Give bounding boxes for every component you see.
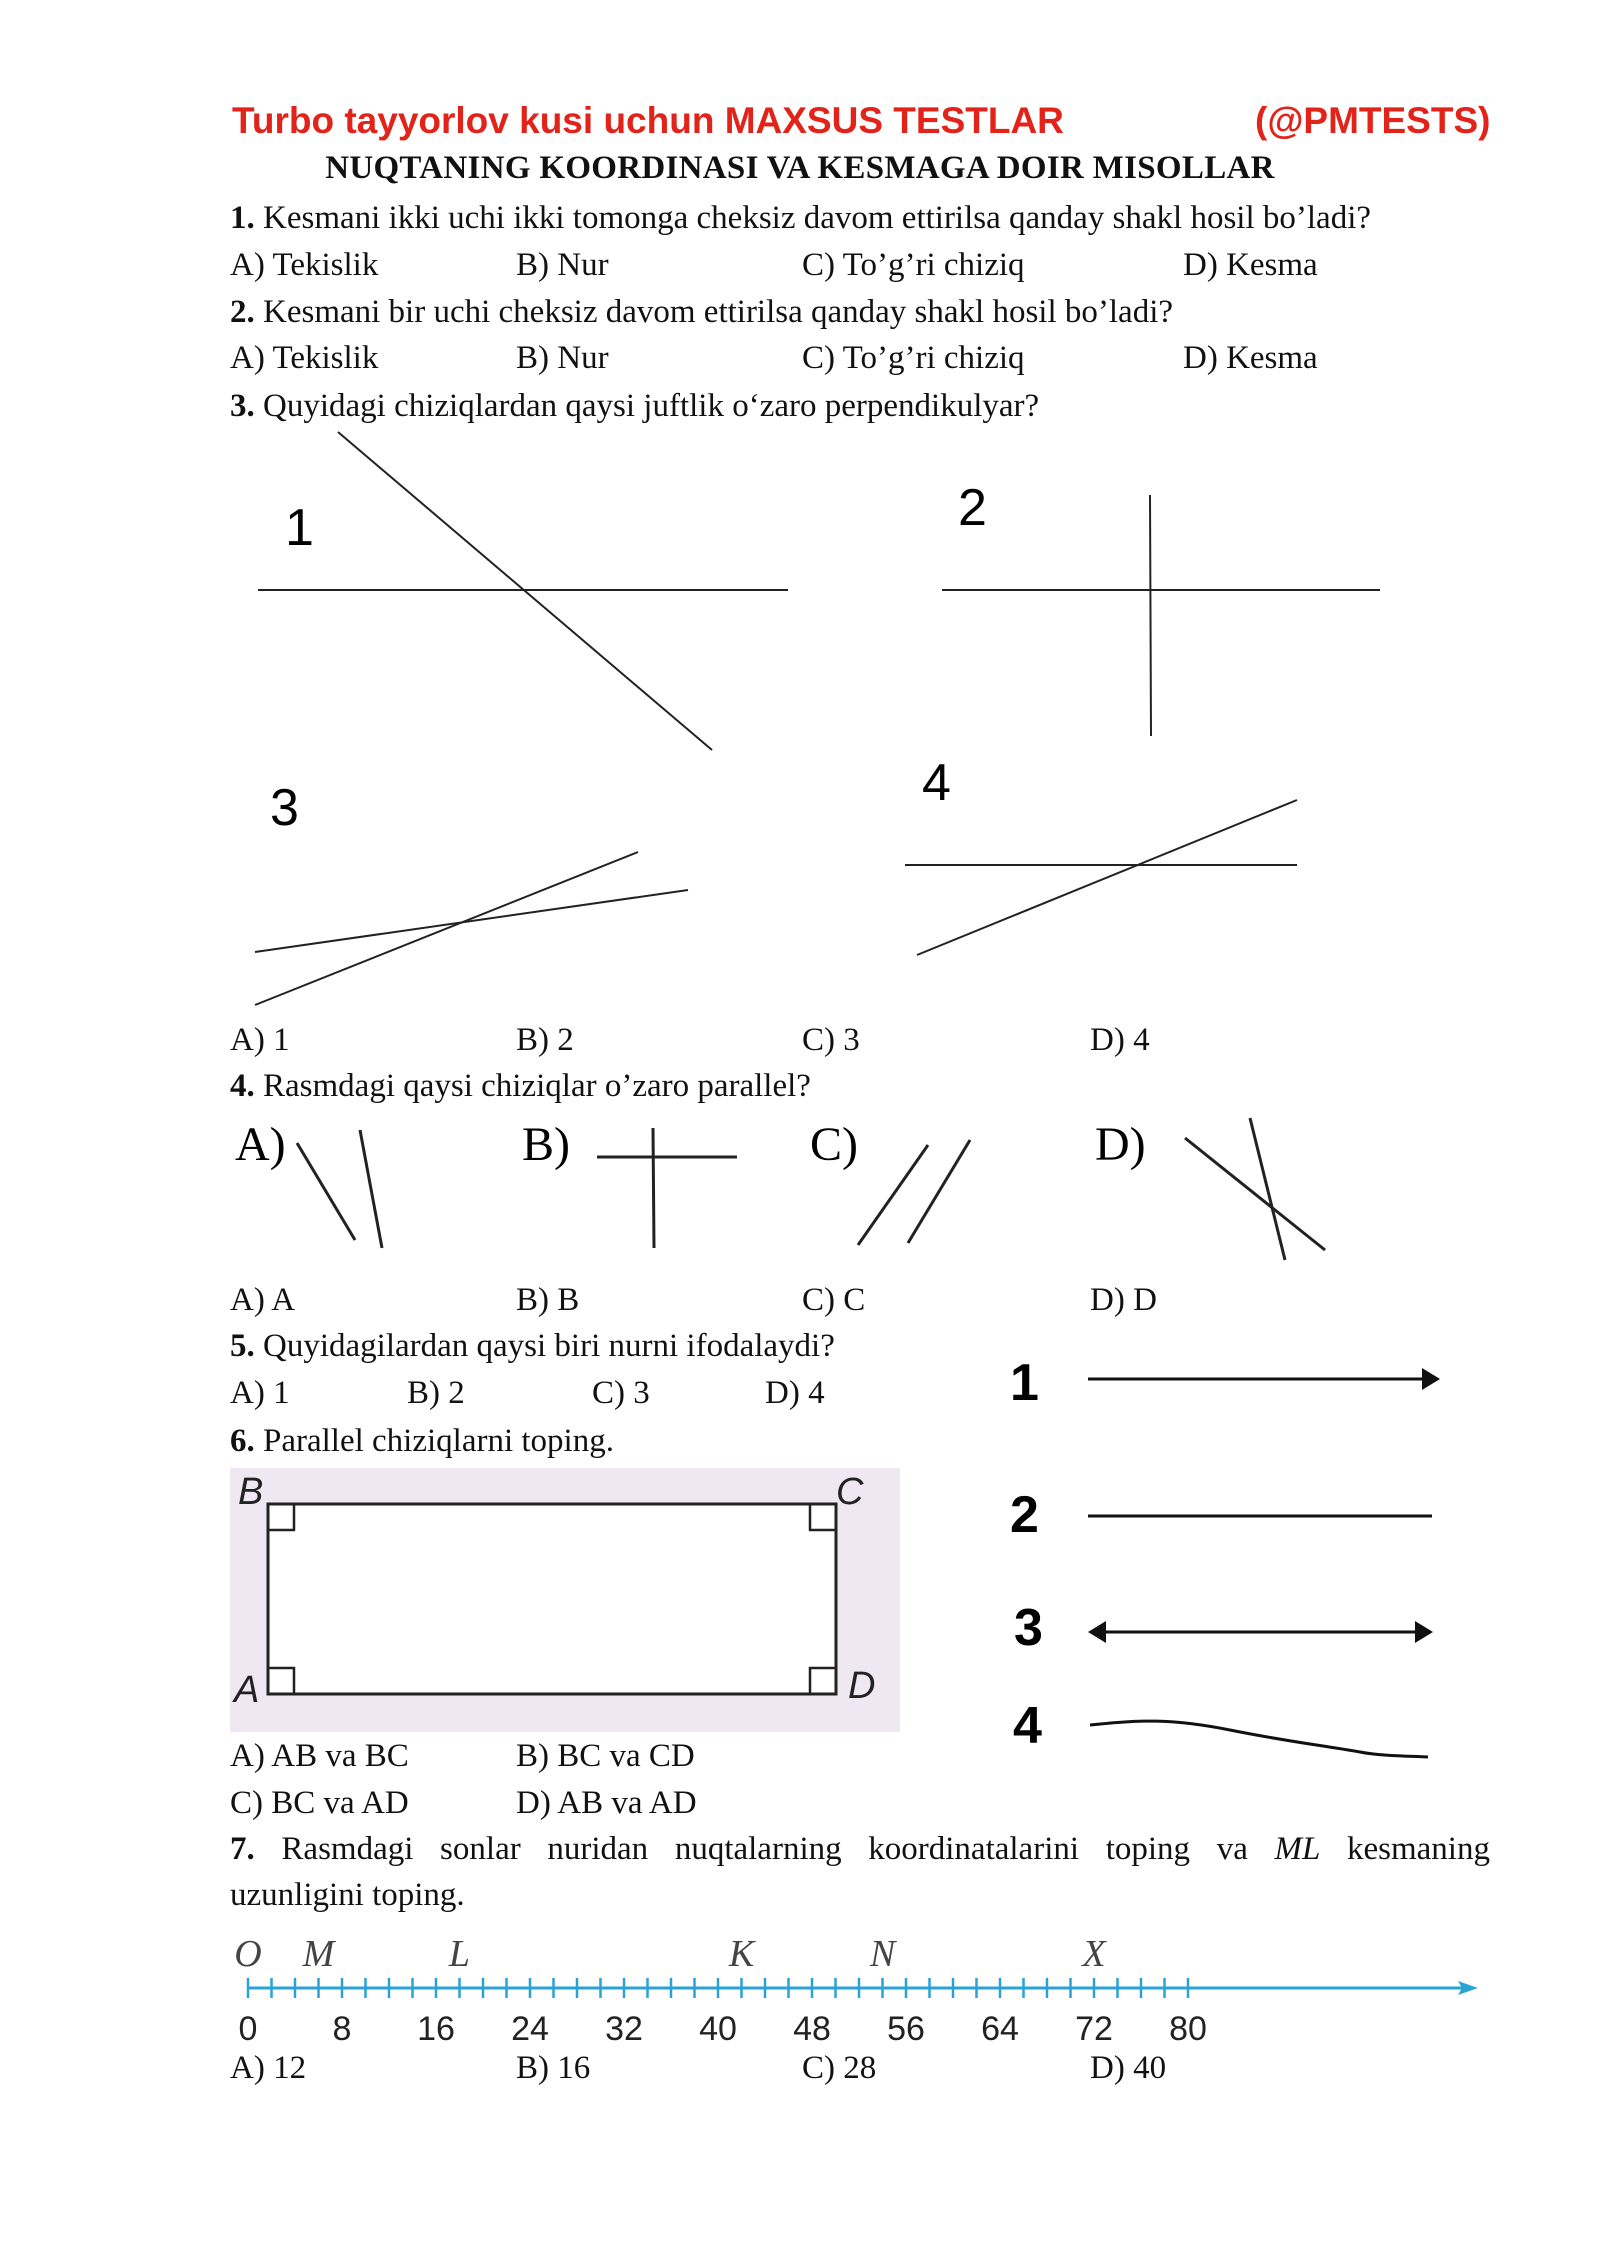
q6-option-c[interactable]: C) BC va AD (230, 1785, 409, 1821)
question-text: Quyidagilardan qaysi biri nurni ifodalaydi? (254, 1328, 835, 1364)
q5-figure-label-3: 3 (1014, 1599, 1043, 1657)
q5-figure-label-1: 1 (1010, 1354, 1039, 1412)
q7-option-c[interactable]: C) 28 (802, 2050, 877, 2086)
q5-option-b[interactable]: B) 2 (407, 1375, 465, 1411)
tick-number-56: 56 (887, 2010, 925, 2048)
page-title: NUQTANING KOORDINASI VA KESMAGA DOIR MISOLLAR (325, 150, 1275, 186)
question-7-line2: uzunligini toping. (230, 1877, 465, 1913)
q5-option-a[interactable]: A) 1 (230, 1375, 290, 1411)
tick-number-8: 8 (332, 2010, 352, 2048)
question-number: 5. (230, 1328, 255, 1364)
fig2-label: 2 (958, 479, 987, 537)
q4-option-c[interactable]: C) C (802, 1282, 866, 1318)
q5-option-c[interactable]: C) 3 (592, 1375, 650, 1411)
header-channel: (@PMTESTS) (1255, 100, 1491, 141)
q6-option-a[interactable]: A) AB va BC (230, 1738, 409, 1774)
question-text: Kesmani ikki uchi ikki tomonga cheksiz davom ettirilsa qanday shakl hosil bo’ladi? (254, 200, 1372, 236)
question-number: 2. (230, 294, 255, 330)
segment-name: ML (1274, 1831, 1321, 1867)
point-label-O: O (234, 1933, 262, 1975)
fig3-label: 3 (270, 779, 299, 837)
question-number: 6. (230, 1423, 255, 1459)
q1-option-d[interactable]: D) Kesma (1183, 247, 1318, 283)
fig4-label: 4 (922, 754, 951, 812)
q7-option-b[interactable]: B) 16 (516, 2050, 591, 2086)
point-label-M: M (302, 1933, 335, 1975)
q4-option-d[interactable]: D) D (1090, 1282, 1157, 1318)
arrow-right-icon (1422, 1368, 1440, 1390)
q7-option-a[interactable]: A) 12 (230, 2050, 307, 2086)
point-label-L: L (448, 1933, 471, 1975)
q1-option-c[interactable]: C) To’g’ri chiziq (802, 247, 1025, 283)
fig1-label: 1 (285, 499, 314, 557)
question-text: Kesmani bir uchi cheksiz davom ettirilsa qanday shakl hosil bo’ladi? (254, 294, 1174, 330)
q2-option-d[interactable]: D) Kesma (1183, 340, 1318, 376)
point-label-K: K (728, 1933, 755, 1975)
q3-option-a[interactable]: A) 1 (230, 1022, 290, 1058)
q5-figure-label-4: 4 (1013, 1697, 1042, 1755)
tick-number-72: 72 (1075, 2010, 1113, 2048)
tick-number-0: 0 (238, 2010, 258, 2048)
tick-number-80: 80 (1169, 2010, 1207, 2048)
arrow-left-icon (1088, 1621, 1106, 1643)
q6-option-b[interactable]: B) BC va CD (516, 1738, 695, 1774)
question-6 (230, 1423, 614, 1460)
question-number: 4. (230, 1068, 255, 1104)
rectangle-abcd (268, 1504, 836, 1694)
question-text: Rasmdagi sonlar nuridan nuqtalarning koordinatalarini toping va (254, 1831, 1275, 1867)
question-text: Rasmdagi qaysi chiziqlar o’zaro parallel? (254, 1068, 811, 1104)
q2-option-a[interactable]: A) Tekislik (230, 340, 379, 376)
q6-option-d[interactable]: D) AB va AD (516, 1785, 697, 1821)
tick-number-40: 40 (699, 2010, 737, 2048)
q1-option-a[interactable]: A) Tekislik (230, 247, 379, 283)
q4-figure-label-a: A) (235, 1118, 286, 1171)
point-label-X: X (1082, 1933, 1106, 1975)
tick-number-24: 24 (511, 2010, 549, 2048)
question-text-end: kesmaning (1320, 1831, 1490, 1867)
question-number: 3. (230, 388, 255, 424)
q4-figure-label-c: C) (810, 1118, 858, 1171)
q5-option-d[interactable]: D) 4 (765, 1375, 825, 1411)
q7-option-d[interactable]: D) 40 (1090, 2050, 1167, 2086)
header-title: Turbo tayyorlov kusi uchun MAXSUS TESTLAR (232, 100, 1064, 141)
q4-option-b[interactable]: B) B (516, 1282, 580, 1318)
tick-number-48: 48 (793, 2010, 831, 2048)
q3-option-b[interactable]: B) 2 (516, 1022, 574, 1058)
vertex-b: B (238, 1471, 264, 1513)
tick-number-32: 32 (605, 2010, 643, 2048)
rectangle-figure (230, 1468, 900, 1732)
q5-figure-label-2: 2 (1010, 1486, 1039, 1544)
q4-figure-label-d: D) (1095, 1118, 1146, 1171)
arrow-right-icon (1415, 1621, 1433, 1643)
vertex-d: D (848, 1665, 876, 1707)
q4-figure-label-b: B) (522, 1118, 570, 1171)
q3-option-c[interactable]: C) 3 (802, 1022, 860, 1058)
question-number: 7. (230, 1831, 255, 1867)
tick-number-16: 16 (417, 2010, 455, 2048)
q2-option-b[interactable]: B) Nur (516, 340, 609, 376)
q3-option-d[interactable]: D) 4 (1090, 1022, 1150, 1058)
point-label-N: N (869, 1933, 896, 1975)
question-text: Parallel chiziqlarni toping. (254, 1423, 614, 1459)
q2-option-c[interactable]: C) To’g’ri chiziq (802, 340, 1025, 376)
curved-line (1090, 1721, 1428, 1757)
question-text: Quyidagi chiziqlardan qaysi juftlik o‘zaro perpendikulyar? (254, 388, 1040, 424)
number-ray (0, 1930, 1600, 2048)
vertex-a: A (234, 1669, 260, 1711)
question-number: 1. (230, 200, 255, 236)
q1-option-b[interactable]: B) Nur (516, 247, 609, 283)
tick-number-64: 64 (981, 2010, 1019, 2048)
q4-option-a[interactable]: A) A (230, 1282, 296, 1318)
question-7 (230, 1831, 1490, 1868)
vertex-c: C (836, 1471, 864, 1513)
